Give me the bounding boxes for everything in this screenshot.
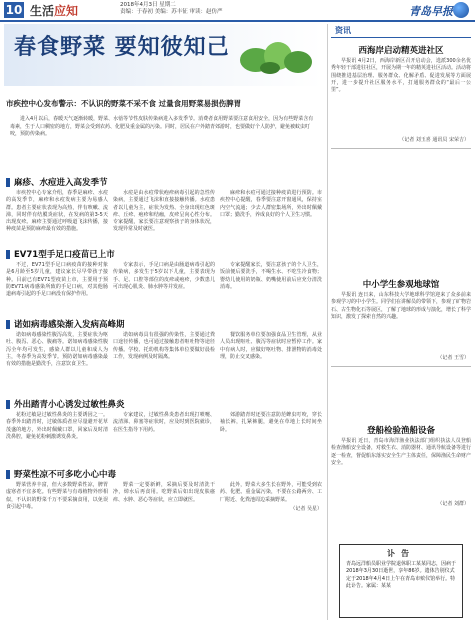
sidebar-tag: 资讯 [331,24,471,38]
sidebar-divider [331,366,471,367]
sidebar-story-1-title: 西海岸启动精英进社区 [358,46,444,56]
section-heading-wild-vegetables: 野菜性凉不可多吃小心中毒 [6,468,116,480]
section-heading-ev71: EV71型手足口疫苗已上市 [6,248,115,260]
page-number: 10 [5,3,23,17]
obituary-text: 青岛远洋船员职业学院退休职工某某同志，因病于2018年3月30日逝世，享年86岁。遗体告别仪式定于2018年4月4日上午在青岛市殡仪馆举行。特此讣告。家属：某某 [346,561,457,589]
globe-icon [453,2,469,18]
section-name [30,2,78,19]
column-2-part-4: 专家建议，过敏性鼻炎患者出现打喷嚏、流清涕、鼻塞等症状时，应及时到医院就诊，在医生指导下用药。 [113,412,215,433]
sidebar-story-2-title: 中小学生参观地球馆 [362,280,440,290]
section-b: 应知 [54,4,79,18]
column-2-part-2: 专家表示，手足口病是由肠道病毒引起的传染病，多发生于5岁以下儿童，主要表现为手、足、口腔等部位的皮疹或疱疹，少数患儿可出现心肌炎、肺水肿等并发症。 [113,262,215,290]
heading-marker [6,400,10,409]
article-columns [6,176,322,616]
logo-text: 青岛早报 [409,5,453,18]
issue-info [120,2,223,16]
sidebar-story-3-title: 登船检验渔船设备 [366,426,435,436]
sidebar-story-1-body: 早报讯 4月2日，西海岸新区召开启动会，选派300余名优秀年轻干部进驻社区，开展为期一年的精英进社区活动。活动将围绕推进基层治理、服务群众、化解矛盾、促进发展等方面展开，进一步提升社区服务水平，打通服务群众的“最后一公里”。 [331,58,472,94]
headline-banner [4,24,322,86]
header-rule [0,20,475,22]
section-heading-measles: 麻疹、水痘进入高发季节 [6,176,108,188]
editors-line: 责编：于春初 美编：苏丰征 审读：赵仿严 [120,9,223,15]
section-heading-allergy: 外出踏青小心诱发过敏性鼻炎 [6,398,125,410]
subheadline: 市疾控中心发布警示：不认识的野菜不采不食 过量食用野菜易损伤脾胃 [6,99,242,108]
column-3-part-2: 专家提醒家长，要注意孩子的个人卫生，饭前便后要洗手，不喝生水、不吃生冷食物；婴幼儿使用的奶瓶、奶嘴使用前后应充分清洗消毒。 [220,262,322,290]
column-3-part-4: 郊游踏青时还要注意防范蜱虫叮咬，穿长袖长裤，扎紧裤腿，避免在草地上长时间坐卧。 [220,412,322,433]
column-1-part-3: 诺如病毒感染性腹泻高发，主要症状为呕吐、腹泻、恶心、腹痛等。诺如病毒感染性腹泻全年均可发生，感染人群以儿童和成人为主，冬春季为高发季节。预防诺如病毒感染最有效的措施是勤洗手，注意饮食卫生。 [6,332,108,368]
sidebar-story-3-byline: （记者 刘群） [437,501,469,507]
heading-marker [6,320,10,329]
section-heading-norovirus: 诺如病毒感染渐入发病高峰期 [6,318,125,330]
column-3-part-3: 餐饮服务单位要加强食品卫生管理，从业人员出现呕吐、腹泻等症状时应暂停工作。家中有病人时，应做好呕吐物、排泄物的消毒处理，防止交叉感染。 [220,332,322,360]
column-3-part-5: 此外，野菜大多生长在野外，可能受到农药、化肥、重金属污染，不要在公路两旁、工厂附近、化粪池周边采摘野菜。 （记者 吴星） [220,482,322,512]
section-a: 生活 [30,4,55,18]
column-2-part-5: 野菜一定要新鲜，采摘后要及时清洗干净，焯水后再食用。吃野菜后如出现皮肤瘙痒、水肿、恶心等症状，应立即就医。 [113,482,215,503]
column-1-part-2: 不过，EV71型手足口病疫苗的接种对象是6月龄至5岁儿童，建议家长尽早带孩子接种。目前已有EV71型疫苗上市，主要用于预防EV71病毒感染所致的手足口病，对其他肠道病毒引起的手足口病没有保护作用。 [6,262,108,298]
column-divider [327,24,328,620]
sidebar-story-2-byline: （记者 王雪） [437,355,469,361]
column-1-part-5: 野菜营养丰富，但大多数野菜性凉，脾胃虚寒者不宜多吃。有些野菜与有毒植物外形相似，不认识的野菜千万不要采摘食用，以免误食引起中毒。 [6,482,108,510]
heading-marker [6,178,10,187]
sidebar-story-1-byline: （记者 刘玉喜 通讯员 宋荣吉） [399,137,469,143]
column-1-part-4: 花粉过敏是过敏性鼻炎的主要诱因之一。春季外出踏青时，过敏体质者应尽量避开花草茂盛的地方，外出时佩戴口罩，回家后及时清洗鼻腔，避免花粉刺激诱发鼻炎。 [6,412,108,440]
heading-marker [6,470,10,479]
headline: 春食野菜 要知彼知己 [14,35,230,60]
byline: （记者 吴星） [290,505,322,512]
vegetables-illustration-icon [236,30,316,78]
sidebar-story-3-body: 早报讯 近日，青岛市海洋渔业执法部门组织执法人员登船检查渔船安全设备，对救生衣、消防器材、通讯导航设备等进行逐一检查，督促船东落实安全生产主体责任，保障渔民生命财产安全。 [331,438,472,466]
sidebar-story-2-body: 早报讯 连日来，山东科技大学地球科学馆迎来了众多前来参观学习的中小学生。同学们在讲解员的带领下，参观了矿物岩石、古生物化石等展区，了解了地球的形成与演化，增长了科学知识，激发了探索自然的兴趣。 [331,292,472,320]
issue-date: 2018年4月3日 星期二 [120,2,176,8]
main-article [0,24,325,620]
column-2-part-1: 水痘是由水痘带状疱疹病毒引起的急性传染病，主要通过飞沫和直接接触传播。水痘患者以儿童为主，症状为发热、全身出现红色斑疹、丘疹、疱疹和结痂，皮疹呈向心性分布。专家提醒，家长要注意观察孩子的身体状况，发现异常及时就医。 [113,190,215,233]
masthead-bar [0,0,475,20]
news-sidebar [331,24,471,620]
obituary-title: 讣告 [387,549,415,558]
obituary-box [339,544,463,618]
column-1-part-1: 市疾控中心专家介绍，春季是麻疹、水痘的高发季节，麻疹和水痘发病主要为易感人群。患者主要症状表现为高热，伴有咳嗽、流涕，同时伴有结膜炎症状，在发病的第3-5天出现皮疹。麻疹主要通过呼吸道飞沫传播，接种疫苗是预防麻疹最有效的措施。 [6,190,108,233]
newspaper-logo [409,1,469,19]
lead-paragraph: 进入4月以后，春暖天气逐渐转暖，野菜、水蓿等节性皮肤传染病进入多发季节。消费者食用野菜要注意食用安全，因为有些野菜含有毒素，生于人口稠密的地方，野菜会受到农药、化肥及重金属的污染。同时，居民在户外踏青郊游时，也要做好个人防护，避免被蚊虫叮咬，预防传染病。 [10,116,314,137]
column-2-part-3: 诺如病毒具有很强的传染性，主要通过粪口途径传播，也可通过接触患者呕吐物等途径传播。学校、托幼机构等集体单位要做好晨检工作，发现病例及时隔离。 [113,332,215,360]
sidebar-divider [331,148,471,149]
column-3-part-1: 麻疹和水痘可通过接种疫苗进行预防。市疾控中心提醒，春季要注意开窗通风，保持室内空气流通；少去人群密集场所，外出时佩戴口罩；勤洗手，养成良好的个人卫生习惯。 [220,190,322,218]
heading-marker [6,250,10,259]
